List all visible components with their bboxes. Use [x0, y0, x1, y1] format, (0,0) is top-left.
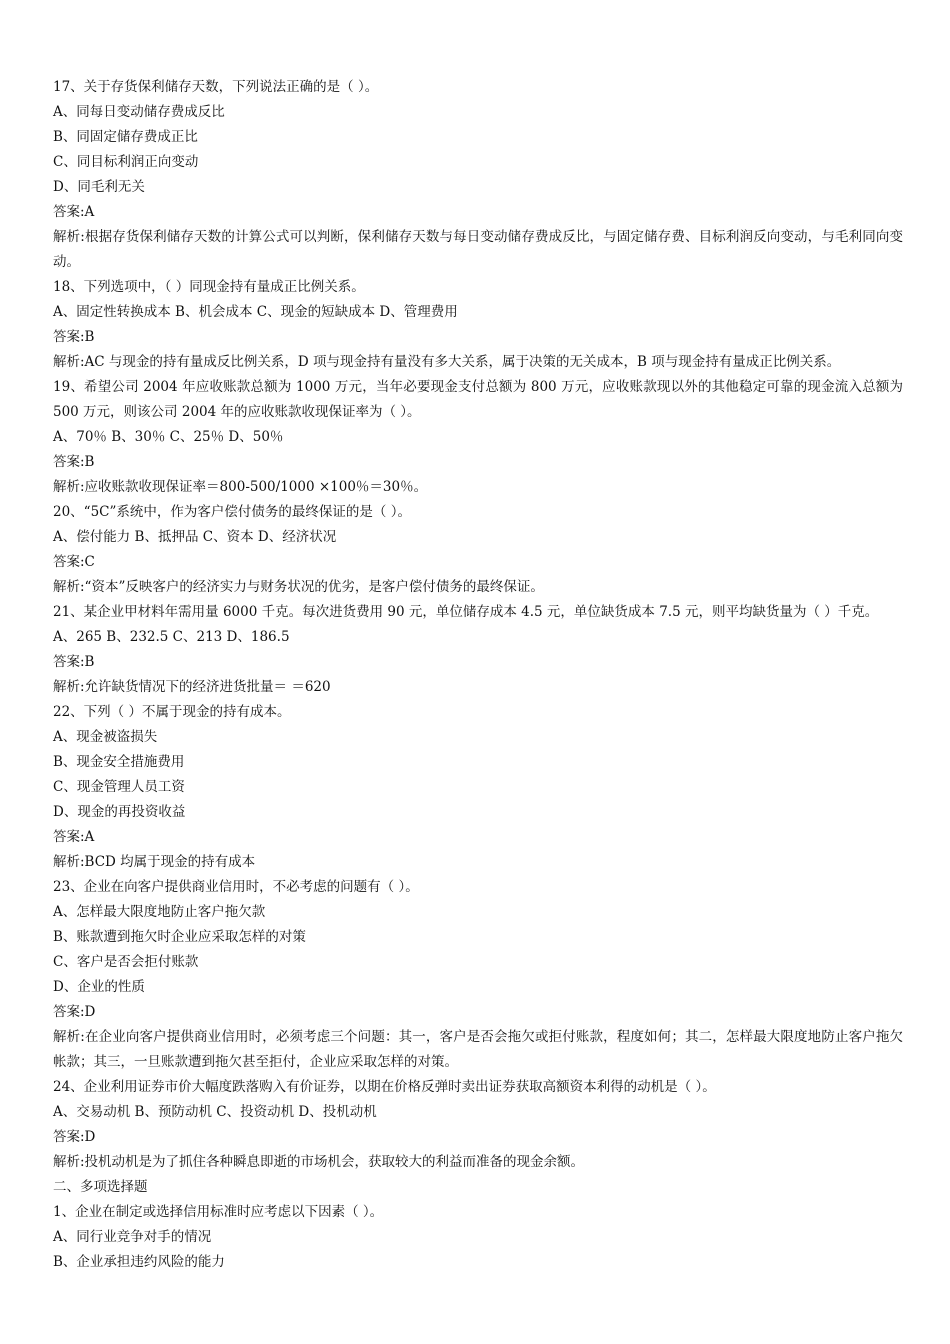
option-b: B、账款遭到拖欠时企业应采取怎样的对策 [53, 929, 306, 945]
option-d: D、同毛利无关 [53, 179, 145, 195]
option-a: A、现金被盗损失 [53, 729, 158, 745]
question-24: 24、企业利用证券市价大幅度跌落购入有价证券，以期在价格反弹时卖出证券获取高额资本利得的动机是（ ）。 [53, 1079, 716, 1095]
answer: 答案:B [53, 654, 95, 670]
answer: 答案:D [53, 1129, 96, 1145]
option-c: C、客户是否会拒付账款 [53, 954, 199, 970]
options: A、固定性转换成本 B、机会成本 C、现金的短缺成本 D、管理费用 [53, 304, 458, 320]
document-page [53, 75, 903, 1275]
option-a: A、同每日变动储存费成反比 [53, 104, 225, 120]
multi-question-1: 1、企业在制定或选择信用标准时应考虑以下因素（ ）。 [53, 1204, 384, 1220]
question-18: 18、下列选项中，（ ）同现金持有量成正比例关系。 [53, 279, 365, 295]
option-b: B、企业承担违约风险的能力 [53, 1254, 225, 1270]
option-b: B、现金安全措施费用 [53, 754, 185, 770]
question-20: 20、“5C”系统中，作为客户偿付债务的最终保证的是（ ）。 [53, 504, 411, 520]
answer: 答案:C [53, 554, 95, 570]
explanation: 解析:允许缺货情况下的经济进货批量＝ ＝620 [53, 679, 331, 695]
option-c: C、同目标利润正向变动 [53, 154, 199, 170]
answer: 答案:A [53, 829, 95, 845]
answer: 答案:B [53, 329, 95, 345]
option-a: A、怎样最大限度地防止客户拖欠款 [53, 904, 266, 920]
option-d: D、企业的性质 [53, 979, 145, 995]
answer: 答案:A [53, 204, 95, 220]
question-17: 17、关于存货保利储存天数，下列说法正确的是（ ）。 [53, 79, 379, 95]
explanation: 解析:根据存货保利储存天数的计算公式可以判断，保利储存天数与每日变动储存费成反比，与固定储存费、目标利润反向变动，与毛利同向变动。 [53, 229, 903, 270]
section-heading: 二、多项选择题 [53, 1179, 148, 1195]
option-c: C、现金管理人员工资 [53, 779, 185, 795]
options: A、70％ B、30％ C、25％ D、50％ [53, 429, 284, 445]
question-23: 23、企业在向客户提供商业信用时，不必考虑的问题有（ ）。 [53, 879, 419, 895]
option-b: B、同固定储存费成正比 [53, 129, 198, 145]
explanation: 解析:投机动机是为了抓住各种瞬息即逝的市场机会，获取较大的利益而准备的现金余额。 [53, 1154, 585, 1170]
question-22: 22、下列（ ）不属于现金的持有成本。 [53, 704, 291, 720]
options: A、265 B、232.5 C、213 D、186.5 [53, 629, 290, 645]
explanation: 解析:“资本”反映客户的经济实力与财务状况的优劣，是客户偿付债务的最终保证。 [53, 579, 544, 595]
answer: 答案:B [53, 454, 95, 470]
options: A、偿付能力 B、抵押品 C、资本 D、经济状况 [53, 529, 337, 545]
explanation: 解析:AC 与现金的持有量成反比例关系，D 项与现金持有量没有多大关系，属于决策的无关成本，B 项与现金持有量成正比例关系。 [53, 354, 841, 370]
options: A、交易动机 B、预防动机 C、投资动机 D、投机动机 [53, 1104, 377, 1120]
explanation: 解析:BCD 均属于现金的持有成本 [53, 854, 256, 870]
question-21: 21、某企业甲材料年需用量 6000 千克。每次进货费用 90 元，单位储存成本 4.5 元，单位缺货成本 7.5 元，则平均缺货量为（ ）千克。 [53, 604, 879, 620]
explanation: 解析:在企业向客户提供商业信用时，必须考虑三个问题：其一，客户是否会拖欠或拒付账款，程度如何；其二，怎样最大限度地防止客户拖欠帐款；其三，一旦账款遭到拖欠甚至拒付，企业应采取怎样的对策。 [53, 1029, 903, 1070]
question-19: 19、希望公司 2004 年应收账款总额为 1000 万元，当年必要现金支付总额为 800 万元，应收账款现以外的其他稳定可靠的现金流入总额为 500 万元，则该公司 2004 年的应收账款收现保证率为（ ）。 [53, 379, 903, 420]
answer: 答案:D [53, 1004, 96, 1020]
option-d: D、现金的再投资收益 [53, 804, 186, 820]
option-a: A、同行业竞争对手的情况 [53, 1229, 212, 1245]
explanation: 解析:应收账款收现保证率＝800-500/1000 ×100％＝30％。 [53, 479, 428, 495]
